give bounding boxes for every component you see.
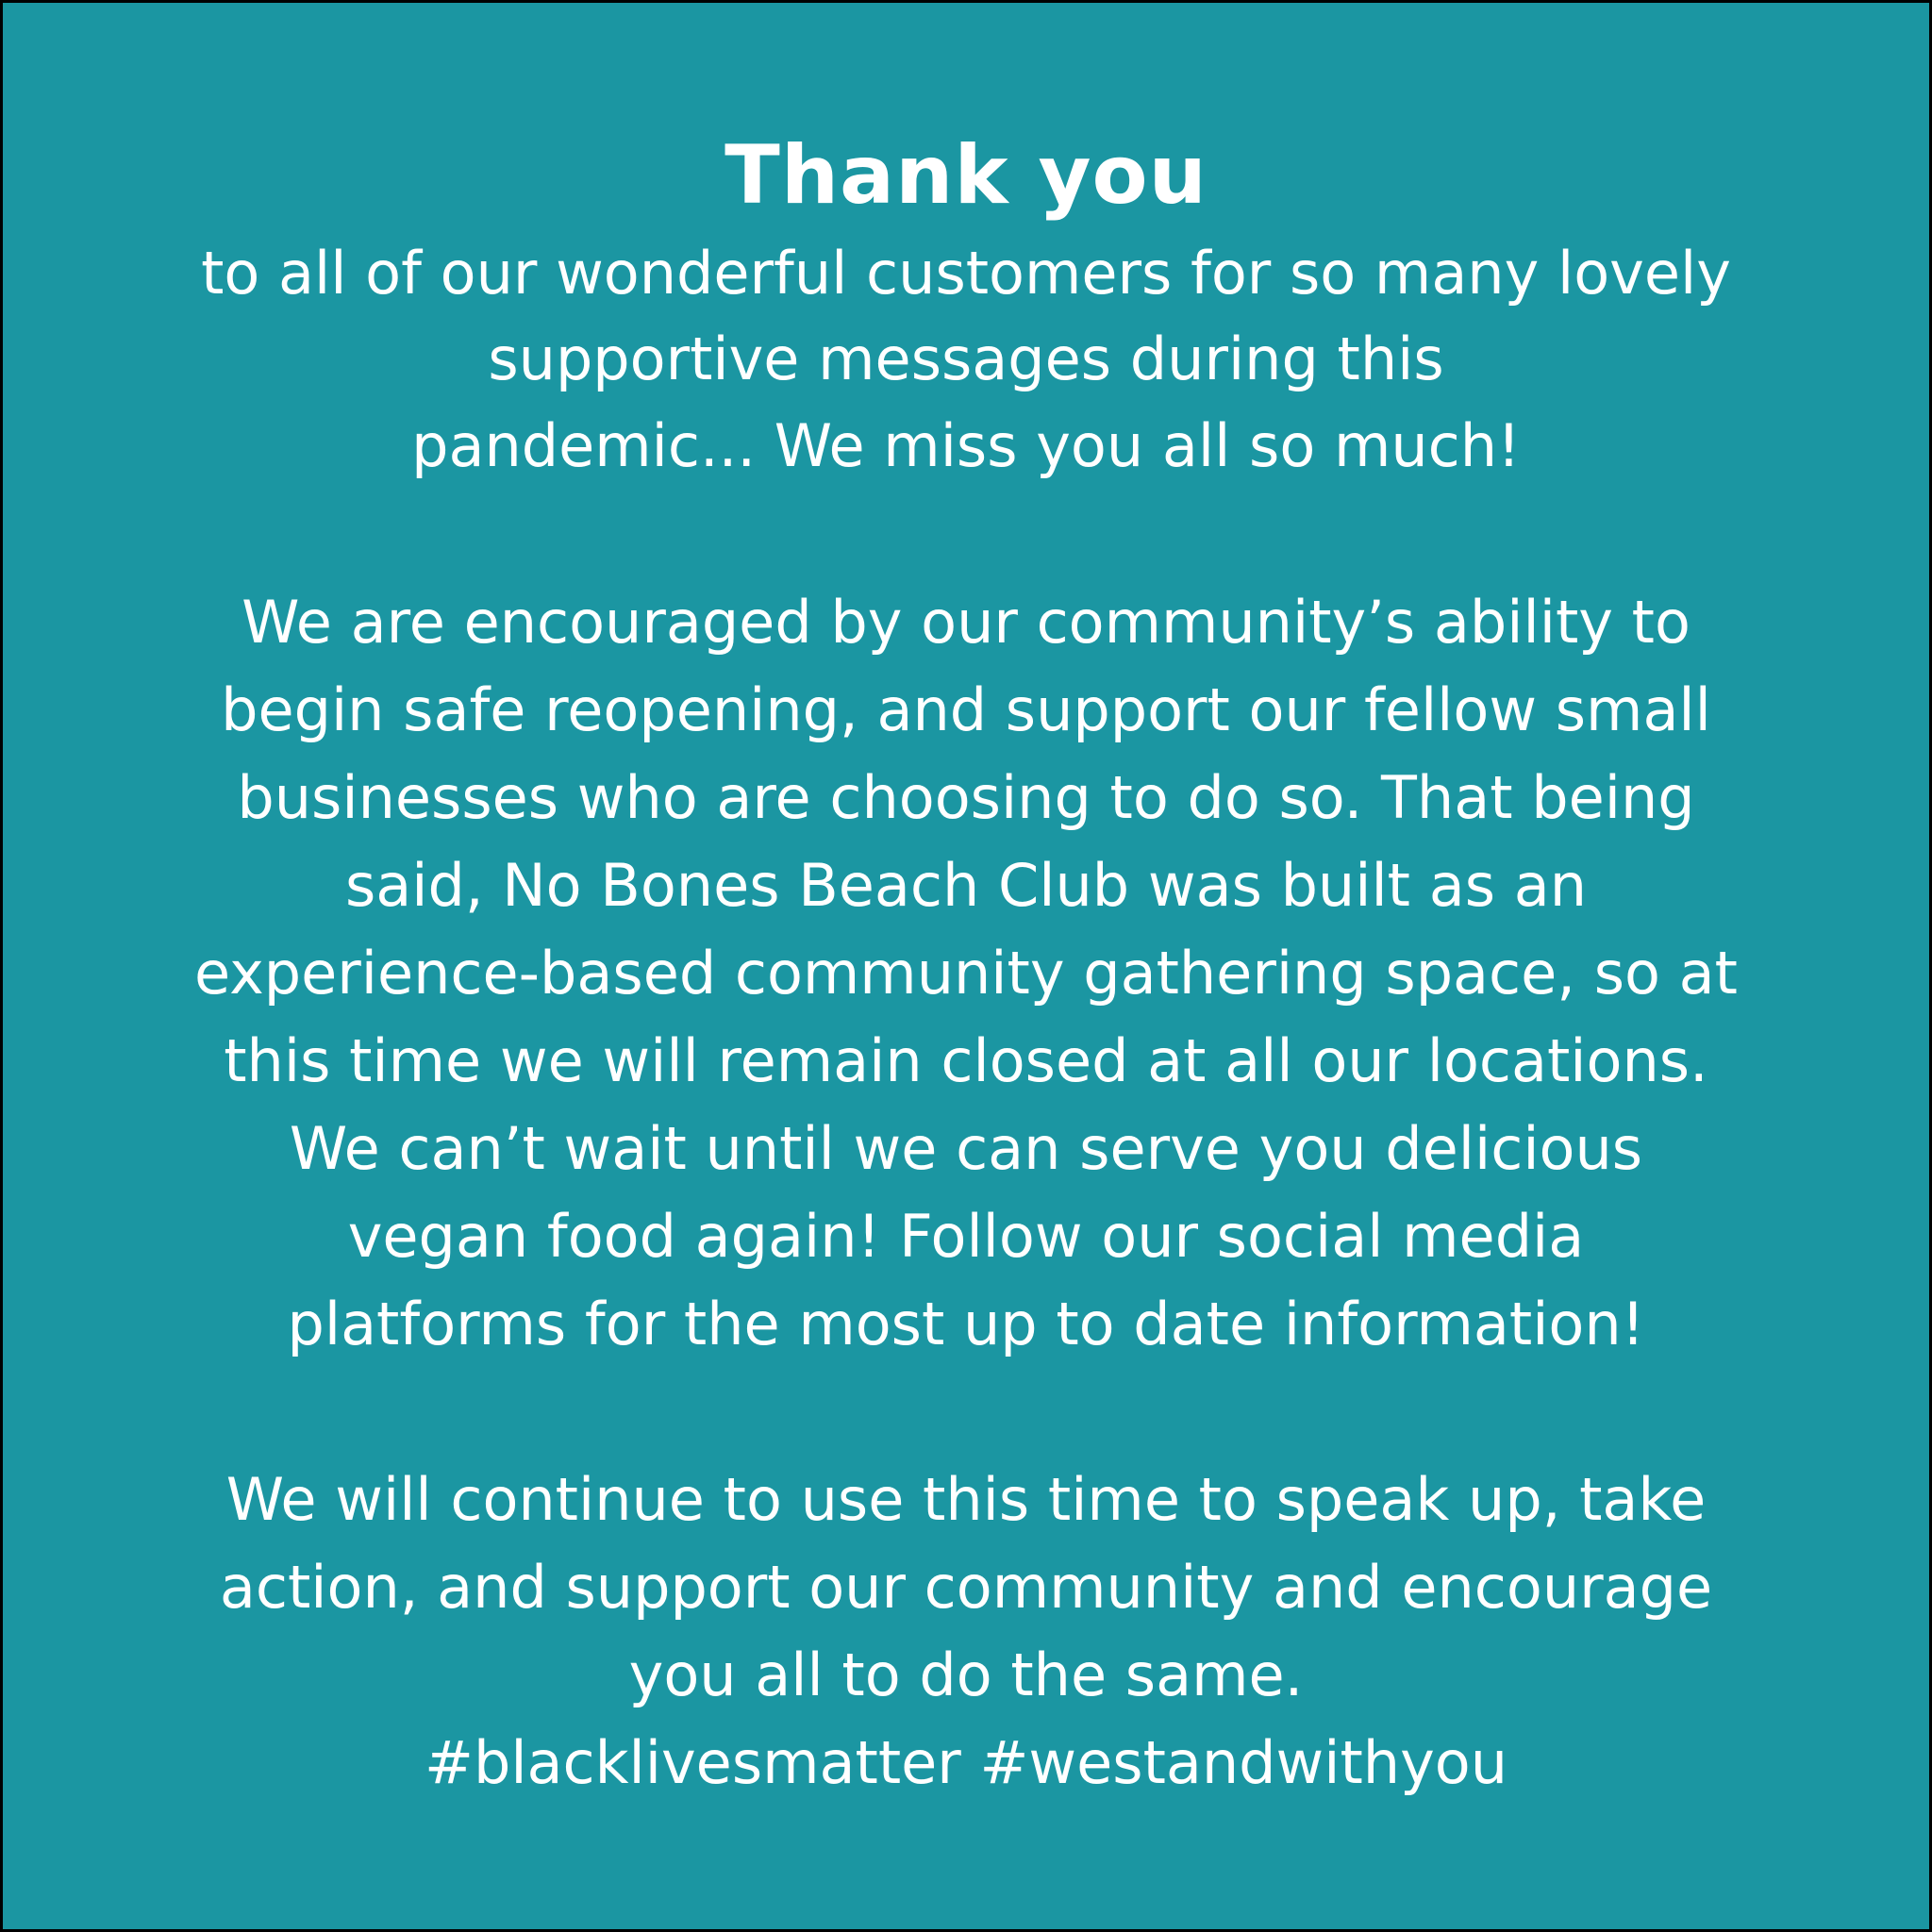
paragraph2-line-3: businesses who are choosing to do so. That being — [237, 763, 1695, 832]
announcement-card — [3, 3, 1929, 1929]
paragraph2-line-8: vegan food again! Follow our social media — [347, 1202, 1585, 1271]
paragraph1-line-3: pandemic... We miss you all so much! — [411, 411, 1521, 480]
paragraph2-line-2: begin safe reopening, and support our fellow small — [221, 675, 1711, 744]
paragraph3-line-1: We will continue to use this time to speak up, take — [225, 1465, 1707, 1534]
paragraph3-line-3: you all to do the same. — [628, 1641, 1304, 1709]
thank-you-heading: Thank you — [724, 128, 1208, 223]
paragraph2-line-6: this time we will remain closed at all our locations. — [224, 1026, 1708, 1095]
paragraph3-line-2: action, and support our community and encourage — [219, 1553, 1713, 1622]
paragraph2-line-4: said, No Bones Beach Club was built as an — [345, 851, 1587, 920]
paragraph1-line-2: supportive messages during this — [488, 325, 1444, 393]
hashtags-line: #blacklivesmatter #westandwithyou — [425, 1728, 1507, 1797]
paragraph1-line-1: to all of our wonderful customers for so many lovely — [201, 239, 1731, 308]
paragraph2-line-1: We are encouraged by our community’s ability to — [242, 588, 1690, 657]
paragraph2-line-9: platforms for the most up to date information! — [287, 1290, 1645, 1358]
paragraph2-line-7: We can’t wait until we can serve you delicious — [289, 1114, 1643, 1183]
paragraph2-line-5: experience-based community gathering space, so at — [194, 939, 1738, 1008]
